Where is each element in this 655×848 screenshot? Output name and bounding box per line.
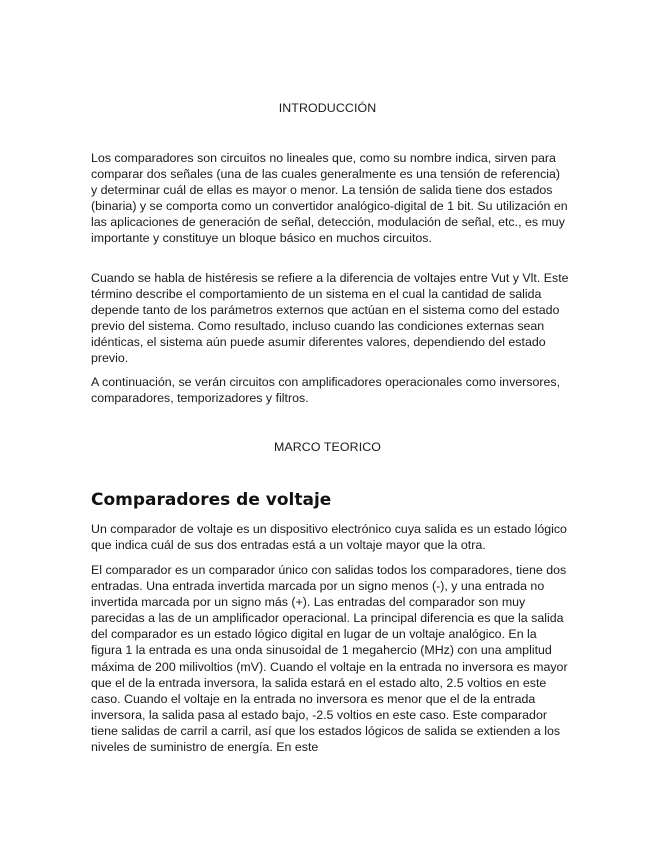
section-title: Comparadores de voltaje (91, 490, 332, 510)
section-paragraph-1: Un comparador de voltaje es un dispositivo electrónico cuya salida es un estado lógico que indica cuál de sus dos entradas está a un voltaje mayor que la otra. (91, 522, 567, 553)
intro-paragraph-3: A continuación, se verán circuitos con amplificadores operacionales como inversores, comparadores, temporizadores y filtros. (91, 375, 561, 406)
intro-paragraph-1: Los comparadores son circuitos no lineales que, como su nombre indica, sirven para comparar dos señales (una de las cuales generalmente es una tensión de referencia) y determinar cuál de ellas es mayor o menor. La tensión de salida tiene dos estados (binaria) y se comporta como un convertidor analógico-digital de 1 bit. Su utilización en las aplicaciones de generación de señal, detección, modulación de señal, etc., es muy importante y constituye un bloque básico en muchos circuitos. (91, 151, 568, 246)
theory-heading: MARCO TEORICO (273, 440, 382, 454)
section-paragraph-2: El comparador es un comparador único con salidas todos los comparadores, tiene dos entradas. Una entrada invertida marcada por un signo menos (-), y una entrada no invertida marcada por un signo más (+). Las entradas del comparador son muy parecidas a las de un amplificador operacional. La principal diferencia es que la salida del comparador es un estado lógico digital en lugar de un voltaje analógico. En la figura 1 la entrada es una onda sinusoidal de 1 megahercio (MHz) con una amplitud máxima de 200 milivoltios (mV). Cuando el voltaje en la entrada no inversora es mayor que el de la entrada inversora, la salida estará en el estado alto, 2.5 voltios en este caso. Cuando el voltaje en la entrada no inversora es menor que el de la entrada inversora, la salida pasa al estado bajo, -2.5 voltios en este caso. Este comparador tiene salidas de carril a carril, así que los estados lógicos de salida se extienden a los niveles de suministro de energía. En este (91, 563, 568, 755)
intro-paragraph-2: Cuando se habla de histéresis se refiere a la diferencia de voltajes entre Vut y Vlt. Este término describe el comportamiento de un sistema en el cual la cantidad de salida depende tanto de los parámetros externos que actúan en el sistema como del estado previo del sistema. Como resultado, incluso cuando las condiciones externas sean idénticas, el sistema aún puede asumir diferentes valores, dependiendo del estado previo. (91, 271, 569, 366)
intro-heading: INTRODUCCIÓN (278, 101, 377, 115)
